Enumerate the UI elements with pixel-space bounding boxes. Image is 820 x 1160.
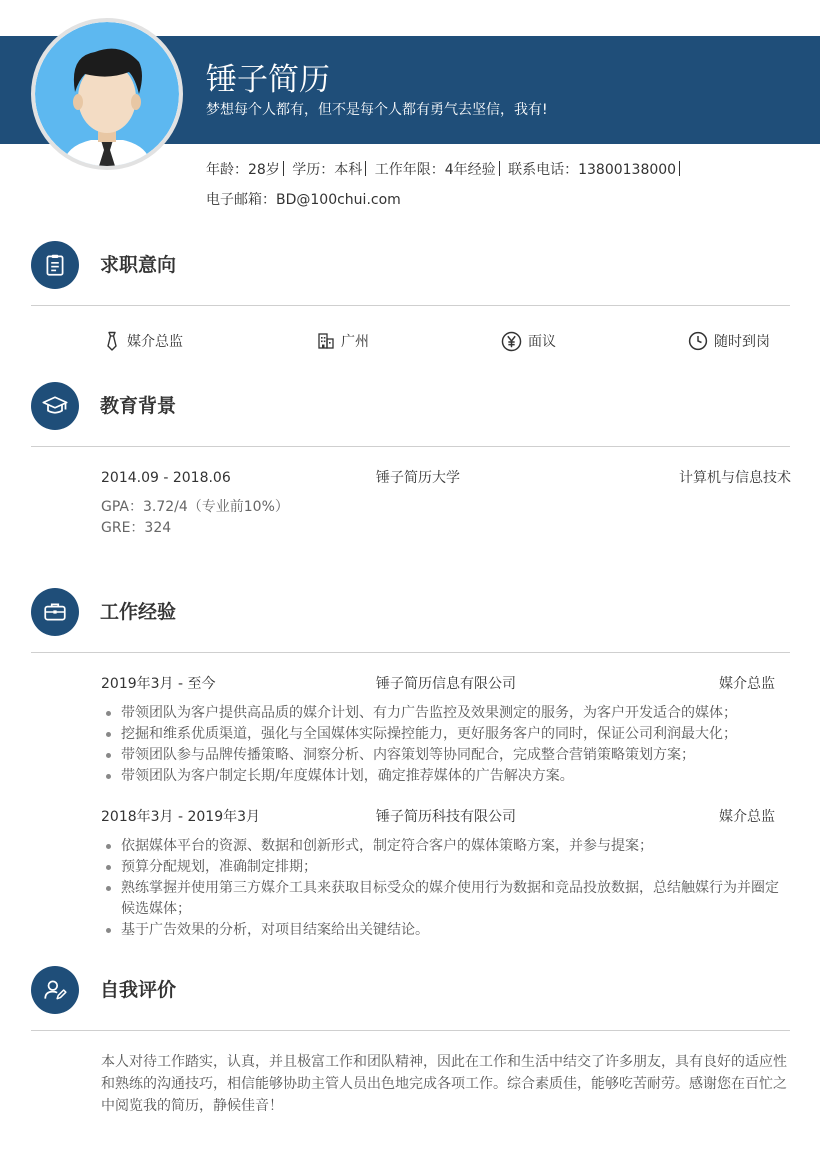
- section-title: 自我评价: [100, 979, 177, 1001]
- section-title: 求职意向: [100, 254, 177, 276]
- education-period: 2014.09 - 2018.06: [101, 470, 231, 486]
- work-entry-header: [101, 673, 791, 695]
- list-item: 基于广告效果的分析，对项目结案给出关键结论。: [101, 920, 791, 941]
- intent-position: [103, 328, 183, 354]
- section-divider: [31, 305, 790, 306]
- work-period: 2019年3月 - 至今: [101, 676, 216, 692]
- info-phone: 联系电话：13800138000: [508, 162, 677, 178]
- info-divider: [365, 161, 366, 176]
- list-item: 带领团队为客户制定长期/年度媒体计划，确定推荐媒体的广告解决方案。: [101, 766, 791, 787]
- intent-city-text: 广州: [341, 334, 369, 350]
- section-title: 教育背景: [100, 395, 177, 417]
- education-gpa: GPA：3.72/4（专业前10%）: [101, 499, 289, 515]
- work-period: 2018年3月 - 2019年3月: [101, 809, 261, 825]
- list-item: 熟练掌握并使用第三方媒介工具来获取目标受众的媒介使用行为数据和竞品投放数据，总结触媒行为并圈定候选媒体；: [101, 878, 791, 920]
- info-divider: [679, 161, 680, 176]
- list-item: 预算分配规划，准确制定排期；: [101, 857, 791, 878]
- intent-salary: [501, 328, 556, 354]
- work-duties: [101, 703, 791, 787]
- intent-salary-text: 面议: [528, 334, 556, 350]
- section-title: 工作经验: [100, 601, 177, 623]
- section-icon-circle: [31, 966, 79, 1014]
- avatar: [31, 18, 183, 170]
- clock-icon: [688, 331, 708, 351]
- briefcase-icon: [42, 599, 68, 625]
- section-icon-circle: [31, 241, 79, 289]
- section-work: [31, 588, 791, 654]
- info-divider: [283, 161, 284, 176]
- education-school: 锤子简历大学: [376, 470, 460, 486]
- section-icon-circle: [31, 588, 79, 636]
- section-divider: [31, 1030, 790, 1031]
- graduation-cap-icon: [41, 392, 69, 420]
- work-role: 媒介总监: [719, 809, 775, 825]
- section-divider: [31, 446, 790, 447]
- section-education: [31, 382, 791, 448]
- tie-icon: [103, 331, 121, 351]
- work-duties: [101, 836, 791, 941]
- info-email: 电子邮箱：BD@100chui.com: [206, 192, 401, 208]
- work-role: 媒介总监: [719, 676, 775, 692]
- clipboard-icon: [42, 252, 68, 278]
- list-item: 带领团队为客户提供高品质的媒介计划、有力广告监控及效果测定的服务，为客户开发适合的媒体；: [101, 703, 791, 724]
- list-item: 依据媒体平台的资源、数据和创新形式，制定符合客户的媒体策略方案，并参与提案；: [101, 836, 791, 857]
- list-item: 挖掘和维系优质渠道，强化与全国媒体实际操控能力，更好服务客户的同时，保证公司利润最大化；: [101, 724, 791, 745]
- building-icon: [317, 332, 335, 350]
- education-entry: [101, 467, 791, 489]
- education-gre: GRE：324: [101, 520, 172, 536]
- section-icon-circle: [31, 382, 79, 430]
- list-item: 带领团队参与品牌传播策略、洞察分析、内容策划等协同配合，完成整合营销策略策划方案；: [101, 745, 791, 766]
- work-entry-header: [101, 806, 791, 828]
- info-degree: 学历：本科: [292, 162, 363, 178]
- intent-position-text: 媒介总监: [127, 334, 183, 350]
- contact-info: [206, 155, 806, 215]
- self-evaluation-text: 本人对待工作踏实，认真，并且极富工作和团队精神，因此在工作和生活中结交了许多朋友，具有良好的适应性和熟练的沟通技巧，相信能够协助主管人员出色地完成各项工作。综合素质佳，能够吃苦耐劳。感谢您在百忙之中阅览我的简历，静候佳音！: [101, 1054, 787, 1114]
- info-age: 年龄：28岁: [206, 162, 280, 178]
- info-experience: 工作年限：4年经验: [374, 162, 496, 178]
- section-self-evaluation: [31, 966, 791, 1032]
- candidate-motto: 梦想每个人都有，但不是每个人都有勇气去坚信，我有!: [206, 102, 548, 118]
- intent-availability: [688, 328, 770, 354]
- intent-city: [317, 328, 369, 354]
- avatar-illustration: [35, 22, 179, 166]
- intent-availability-text: 随时到岗: [714, 334, 770, 350]
- section-divider: [31, 652, 790, 653]
- info-divider: [499, 161, 500, 176]
- work-company: 锤子简历科技有限公司: [376, 809, 516, 825]
- candidate-name: 锤子简历: [206, 62, 330, 98]
- yen-icon: [501, 331, 522, 352]
- section-intent: [31, 241, 791, 307]
- person-edit-icon: [42, 977, 68, 1003]
- work-company: 锤子简历信息有限公司: [376, 676, 516, 692]
- education-major: 计算机与信息技术: [679, 470, 791, 486]
